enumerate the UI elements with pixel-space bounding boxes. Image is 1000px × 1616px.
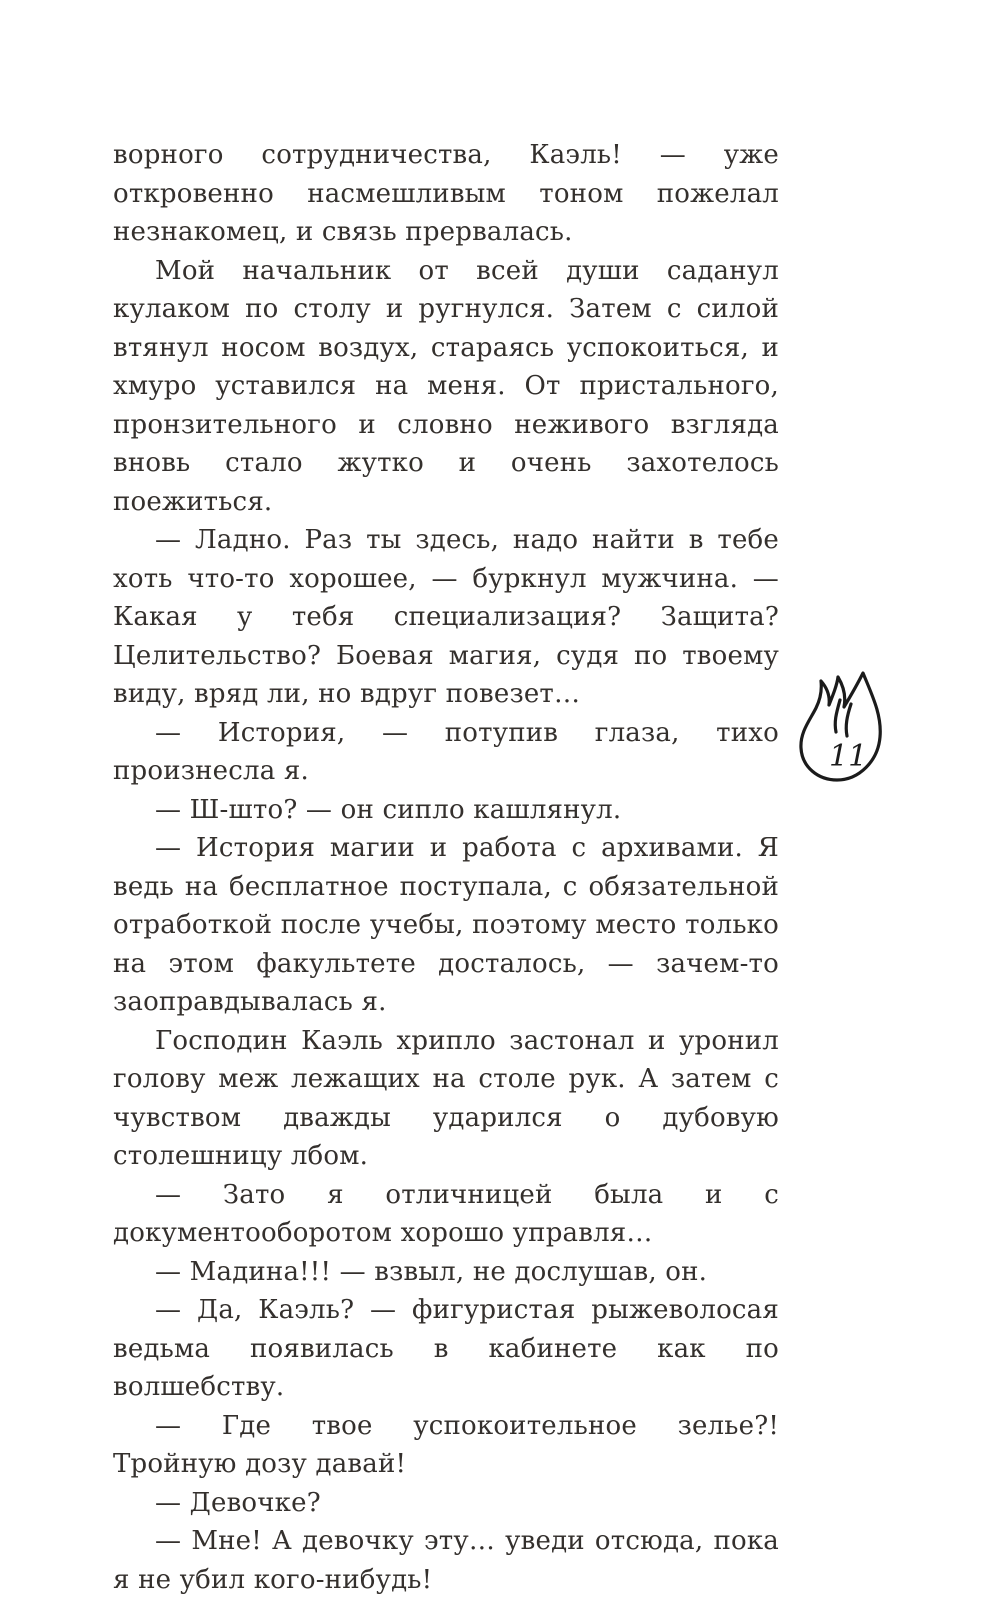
- paragraph: ворного сотрудничества, Каэль! — уже откровенно насмешливым тоном пожелал незнакомец, и связь прервалась.: [113, 140, 779, 247]
- paragraph: — Да, Каэль? — фигуристая рыжеволосая ведьма появилась в кабинете как по волшебству.: [113, 1295, 779, 1402]
- page-number-ornament: [791, 668, 887, 790]
- paragraph: Мой начальник от всей души саданул кулаком по столу и ругнулся. Затем с силой втянул носом воздух, стараясь успокоиться, и хмуро уставился на меня. От пристального, пронзительного и словно неживого взгляда вновь стало жутко и очень захотелось поежиться.: [113, 255, 779, 517]
- paragraph: — Мне! А девочку эту… уведи отсюда, пока я не убил кого-нибудь!: [113, 1526, 779, 1595]
- paragraph: — История, — потупив глаза, тихо произнесла я.: [113, 717, 779, 786]
- paragraph: Господин Каэль хрипло застонал и уронил голову меж лежащих на столе рук. А затем с чувством дважды ударился о дубовую столешницу лбом.: [113, 1025, 779, 1171]
- text-column: [113, 136, 779, 1599]
- paragraph: — Где твое успокоительное зелье?! Тройную дозу давай!: [113, 1410, 779, 1479]
- paragraph: — История магии и работа с архивами. Я ведь на бесплатное поступала, с обязательной отработкой после учебы, поэтому место только на этом факультете досталось, — зачем-то заоправдывалась я.: [113, 833, 779, 1017]
- paragraph: — Зато я отличницей была и с документооборотом хорошо управля…: [113, 1179, 779, 1248]
- paragraph: — Девочке?: [155, 1487, 321, 1518]
- paragraph: — Ш-што? — он сипло кашлянул.: [155, 794, 622, 825]
- page-number: 11: [829, 739, 868, 774]
- paragraph: — Ладно. Раз ты здесь, надо найти в тебе хоть что-то хорошее, — буркнул мужчина. — Какая у тебя специализация? Защита? Целительство? Боевая магия, судя по твоему виду, вряд ли, но вдруг повезет…: [113, 525, 779, 709]
- flame-icon: [791, 668, 887, 790]
- paragraph: — Мадина!!! — взвыл, не дослушав, он.: [155, 1256, 708, 1287]
